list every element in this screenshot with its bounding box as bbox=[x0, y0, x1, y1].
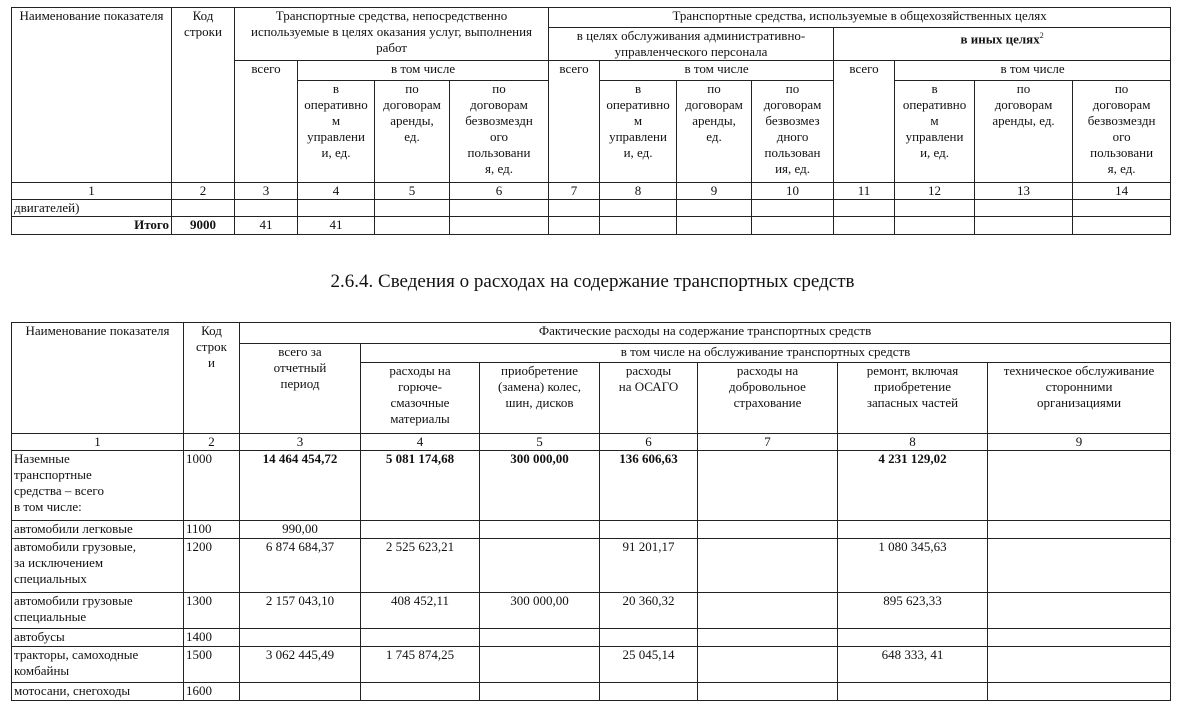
header-including-service: в том числе на обслуживание транспортных средств bbox=[361, 344, 1171, 363]
row-code: 1200 bbox=[184, 539, 240, 593]
col-num: 3 bbox=[235, 183, 298, 200]
value-voluntary bbox=[698, 539, 838, 593]
header-osago: расходы на ОСАГО bbox=[600, 363, 698, 434]
value-repair: 4 231 129,02 bbox=[838, 451, 988, 521]
header-including-other: в том числе bbox=[895, 61, 1171, 81]
table-row bbox=[12, 521, 1171, 539]
col-num: 9 bbox=[988, 434, 1171, 451]
col-num: 14 bbox=[1073, 183, 1171, 200]
header-including-direct: в том числе bbox=[298, 61, 549, 81]
header-name: Наименование показателя bbox=[12, 323, 184, 434]
table-row bbox=[12, 451, 1171, 521]
value-fuel: 408 452,11 bbox=[361, 593, 480, 629]
col-num: 8 bbox=[600, 183, 677, 200]
value-wheels bbox=[480, 539, 600, 593]
value-fuel bbox=[361, 629, 480, 647]
value-repair: 895 623,33 bbox=[838, 593, 988, 629]
header-total-other: всего bbox=[834, 61, 895, 183]
value-service bbox=[988, 683, 1171, 701]
value-total: 990,00 bbox=[240, 521, 361, 539]
value-fuel: 2 525 623,21 bbox=[361, 539, 480, 593]
col-num: 11 bbox=[834, 183, 895, 200]
footnote-mark: 2 bbox=[1039, 31, 1044, 40]
section-title: 2.6.4. Сведения о расходах на содержание транспортных средств bbox=[330, 271, 855, 292]
vehicle-expenses-table bbox=[11, 322, 1171, 701]
value-osago: 136 606,63 bbox=[600, 451, 698, 521]
value-wheels bbox=[480, 521, 600, 539]
header-name: Наименование показателя bbox=[12, 8, 172, 183]
col-num: 4 bbox=[298, 183, 375, 200]
header-operative-other: в оперативно м управлени и, ед. bbox=[895, 81, 975, 183]
value-osago: 20 360,32 bbox=[600, 593, 698, 629]
value-service bbox=[988, 647, 1171, 683]
col-num: 1 bbox=[12, 183, 172, 200]
total-value-3: 41 bbox=[235, 217, 298, 235]
row-label: автомобили грузовые, за исключением специальных bbox=[12, 539, 184, 593]
total-code: 9000 bbox=[172, 217, 235, 235]
col-num: 7 bbox=[549, 183, 600, 200]
header-lease-other: по договорам аренды, ед. bbox=[975, 81, 1073, 183]
header-direct-use: Транспортные средства, непосредственно используемые в целях оказания услуг, выполнения работ bbox=[235, 8, 549, 61]
col-num: 8 bbox=[838, 434, 988, 451]
col-num: 7 bbox=[698, 434, 838, 451]
table-row bbox=[12, 629, 1171, 647]
col-num: 2 bbox=[172, 183, 235, 200]
header-wheels: приобретение (замена) колес, шин, дисков bbox=[480, 363, 600, 434]
value-wheels: 300 000,00 bbox=[480, 451, 600, 521]
value-osago bbox=[600, 629, 698, 647]
header-code: Код строк и bbox=[184, 323, 240, 434]
column-numbers-row bbox=[12, 434, 1171, 451]
header-general-use: Транспортные средства, используемые в общехозяйственных целях bbox=[549, 8, 1171, 28]
header-fuel: расходы на горюче- смазочные материалы bbox=[361, 363, 480, 434]
value-total: 6 874 684,37 bbox=[240, 539, 361, 593]
value-repair bbox=[838, 629, 988, 647]
header-other-purposes: в иных целях$^2$ bbox=[834, 28, 1171, 61]
value-repair: 648 333, 41 bbox=[838, 647, 988, 683]
value-osago bbox=[600, 683, 698, 701]
header-lease-admin: по договорам аренды, ед. bbox=[677, 81, 752, 183]
total-value-4: 41 bbox=[298, 217, 375, 235]
row-code: 1600 bbox=[184, 683, 240, 701]
header-total-period: всего за отчетный период bbox=[240, 344, 361, 434]
value-voluntary bbox=[698, 683, 838, 701]
row-label: автобусы bbox=[12, 629, 184, 647]
value-fuel bbox=[361, 683, 480, 701]
vehicles-count-table bbox=[11, 7, 1171, 235]
row-code: 1400 bbox=[184, 629, 240, 647]
value-repair: 1 080 345,63 bbox=[838, 539, 988, 593]
header-repair: ремонт, включая приобретение запасных частей bbox=[838, 363, 988, 434]
col-num: 6 bbox=[450, 183, 549, 200]
total-row bbox=[12, 217, 1171, 235]
table-row bbox=[12, 683, 1171, 701]
row-code: 1300 bbox=[184, 593, 240, 629]
value-osago: 91 201,17 bbox=[600, 539, 698, 593]
value-fuel: 5 081 174,68 bbox=[361, 451, 480, 521]
header-free-use-admin: по договорам безвозмез дного пользован ия, ед. bbox=[752, 81, 834, 183]
value-service bbox=[988, 539, 1171, 593]
header-operative-admin: в оперативно м управлени и, ед. bbox=[600, 81, 677, 183]
col-num: 5 bbox=[375, 183, 450, 200]
value-repair bbox=[838, 521, 988, 539]
header-total-admin: всего bbox=[549, 61, 600, 183]
value-total: 2 157 043,10 bbox=[240, 593, 361, 629]
value-service bbox=[988, 629, 1171, 647]
header-free-use-other: по договорам безвозмездн ого пользовани я, ед. bbox=[1073, 81, 1171, 183]
col-num: 5 bbox=[480, 434, 600, 451]
value-total bbox=[240, 629, 361, 647]
total-label: Итого bbox=[12, 217, 172, 235]
value-total: 3 062 445,49 bbox=[240, 647, 361, 683]
value-voluntary bbox=[698, 521, 838, 539]
col-num: 6 bbox=[600, 434, 698, 451]
row-label: автомобили легковые bbox=[12, 521, 184, 539]
header-actual-expenses: Фактические расходы на содержание транспортных средств bbox=[240, 323, 1171, 344]
value-service bbox=[988, 451, 1171, 521]
value-service bbox=[988, 521, 1171, 539]
header-including-admin: в том числе bbox=[600, 61, 834, 81]
value-osago: 25 045,14 bbox=[600, 647, 698, 683]
row-label: автомобили грузовые специальные bbox=[12, 593, 184, 629]
row-code: 1100 bbox=[184, 521, 240, 539]
table-row bbox=[12, 647, 1171, 683]
value-wheels: 300 000,00 bbox=[480, 593, 600, 629]
value-wheels bbox=[480, 683, 600, 701]
value-osago bbox=[600, 521, 698, 539]
col-num: 13 bbox=[975, 183, 1073, 200]
row-label: двигателей) bbox=[12, 200, 172, 217]
table-row bbox=[12, 539, 1171, 593]
header-total-direct: всего bbox=[235, 61, 298, 183]
column-numbers-row bbox=[12, 183, 1171, 200]
row-label: мотосани, снегоходы bbox=[12, 683, 184, 701]
value-total: 14 464 454,72 bbox=[240, 451, 361, 521]
row-code: 1000 bbox=[184, 451, 240, 521]
col-num: 9 bbox=[677, 183, 752, 200]
row-label: тракторы, самоходные комбайны bbox=[12, 647, 184, 683]
value-voluntary bbox=[698, 629, 838, 647]
col-num: 10 bbox=[752, 183, 834, 200]
header-voluntary-insurance: расходы на добровольное страхование bbox=[698, 363, 838, 434]
header-code: Код строки bbox=[172, 8, 235, 183]
value-wheels bbox=[480, 647, 600, 683]
table-row bbox=[12, 593, 1171, 629]
value-voluntary bbox=[698, 593, 838, 629]
row-code: 1500 bbox=[184, 647, 240, 683]
value-repair bbox=[838, 683, 988, 701]
value-wheels bbox=[480, 629, 600, 647]
table-row bbox=[12, 200, 1171, 217]
header-admin-staff: в целях обслуживания административно-управленческого персонала bbox=[549, 28, 834, 61]
value-total bbox=[240, 683, 361, 701]
header-operative-direct: в оперативно м управлени и, ед. bbox=[298, 81, 375, 183]
value-voluntary bbox=[698, 451, 838, 521]
col-num: 4 bbox=[361, 434, 480, 451]
header-lease-direct: по договорам аренды, ед. bbox=[375, 81, 450, 183]
value-voluntary bbox=[698, 647, 838, 683]
header-service: техническое обслуживание сторонними организациями bbox=[988, 363, 1171, 434]
header-free-use-direct: по договорам безвозмездн ого пользовани я, ед. bbox=[450, 81, 549, 183]
value-service bbox=[988, 593, 1171, 629]
row-label: Наземные транспортные средства – всего в том числе: bbox=[12, 451, 184, 521]
col-num: 3 bbox=[240, 434, 361, 451]
col-num: 2 bbox=[184, 434, 240, 451]
value-fuel bbox=[361, 521, 480, 539]
value-fuel: 1 745 874,25 bbox=[361, 647, 480, 683]
col-num: 1 bbox=[12, 434, 184, 451]
col-num: 12 bbox=[895, 183, 975, 200]
